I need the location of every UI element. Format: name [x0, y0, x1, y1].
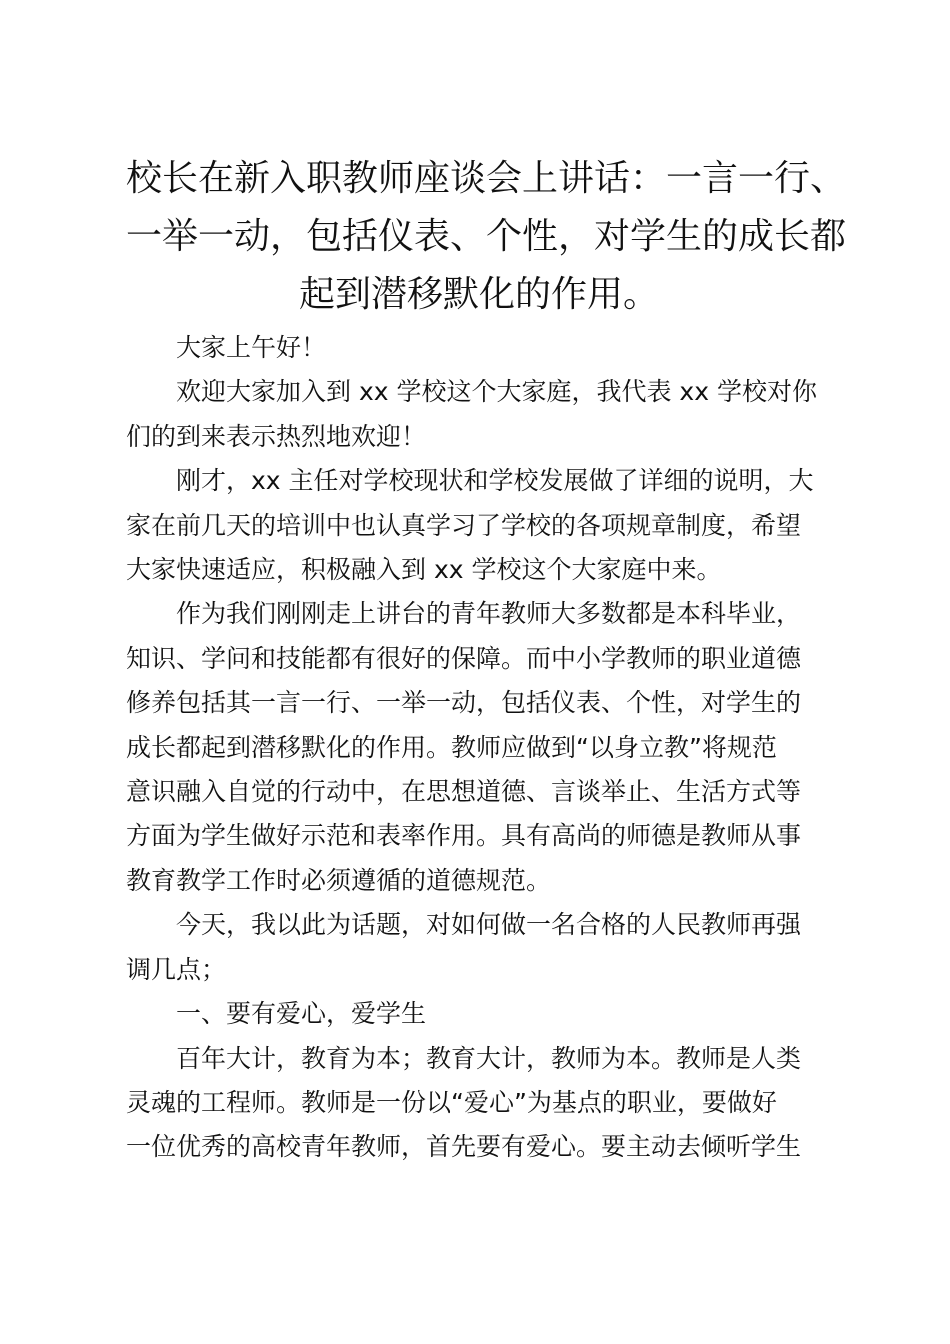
paragraph-line: 大家快速适应，积极融入到 xx 学校这个大家庭中来。: [126, 555, 722, 585]
document-page: [126, 150, 847, 1170]
paragraph-line: 今天，我以此为话题，对如何做一名合格的人民教师再强: [176, 910, 802, 940]
paragraph-line: 欢迎大家加入到 xx 学校这个大家庭，我代表 xx 学校对你: [176, 377, 817, 407]
heading-line: 一、要有爱心，爱学生: [176, 999, 427, 1029]
paragraph-line: 教育教学工作时必须遵循的道德规范。: [126, 865, 552, 895]
topic-paragraph: [126, 903, 832, 992]
document-title: [126, 150, 847, 324]
title-line: 起到潜移默化的作用。: [298, 274, 659, 315]
paragraph-line: 刚才，xx 主任对学校现状和学校发展做了详细的说明，大: [176, 466, 814, 496]
introduction-paragraph: [126, 459, 832, 592]
paragraph-line: 一位优秀的高校青年教师，首先要有爱心。要主动去倾听学生: [126, 1132, 802, 1162]
paragraph-line: 家在前几天的培训中也认真学习了学校的各项规章制度，希望: [126, 510, 802, 540]
paragraph-line: 大家上午好！: [176, 333, 327, 362]
title-line: 校长在新入职教师座谈会上讲话：一言一行、: [126, 158, 847, 199]
paragraph-line: 调几点；: [126, 954, 227, 984]
love-paragraph: [126, 1037, 832, 1170]
paragraph-line: 灵魂的工程师。教师是一份以“爱心”为基点的职业，要做好: [126, 1087, 777, 1117]
paragraph-line: 百年大计，教育为本；教育大计，教师为本。教师是人类: [176, 1043, 802, 1073]
paragraph-line: 方面为学生做好示范和表率作用。具有高尚的师德是教师从事: [126, 821, 802, 851]
paragraph-line: 们的到来表示热烈地欢迎！: [126, 421, 427, 451]
document-body: [126, 326, 832, 1170]
paragraph-line: 成长都起到潜移默化的作用。教师应做到“以身立教”将规范: [126, 732, 777, 762]
title-line: 一举一动，包括仪表、个性，对学生的成长都: [126, 216, 847, 257]
paragraph-line: 知识、学问和技能都有很好的保障。而中小学教师的职业道德: [126, 643, 802, 673]
ethics-paragraph: [126, 592, 832, 903]
section-heading: [126, 992, 832, 1036]
paragraph-line: 作为我们刚刚走上讲台的青年教师大多数都是本科毕业，: [176, 599, 802, 629]
greeting-paragraph: [126, 326, 832, 370]
welcome-paragraph: [126, 370, 832, 459]
paragraph-line: 修养包括其一言一行、一举一动，包括仪表、个性，对学生的: [126, 688, 802, 718]
paragraph-line: 意识融入自觉的行动中，在思想道德、言谈举止、生活方式等: [126, 777, 802, 807]
